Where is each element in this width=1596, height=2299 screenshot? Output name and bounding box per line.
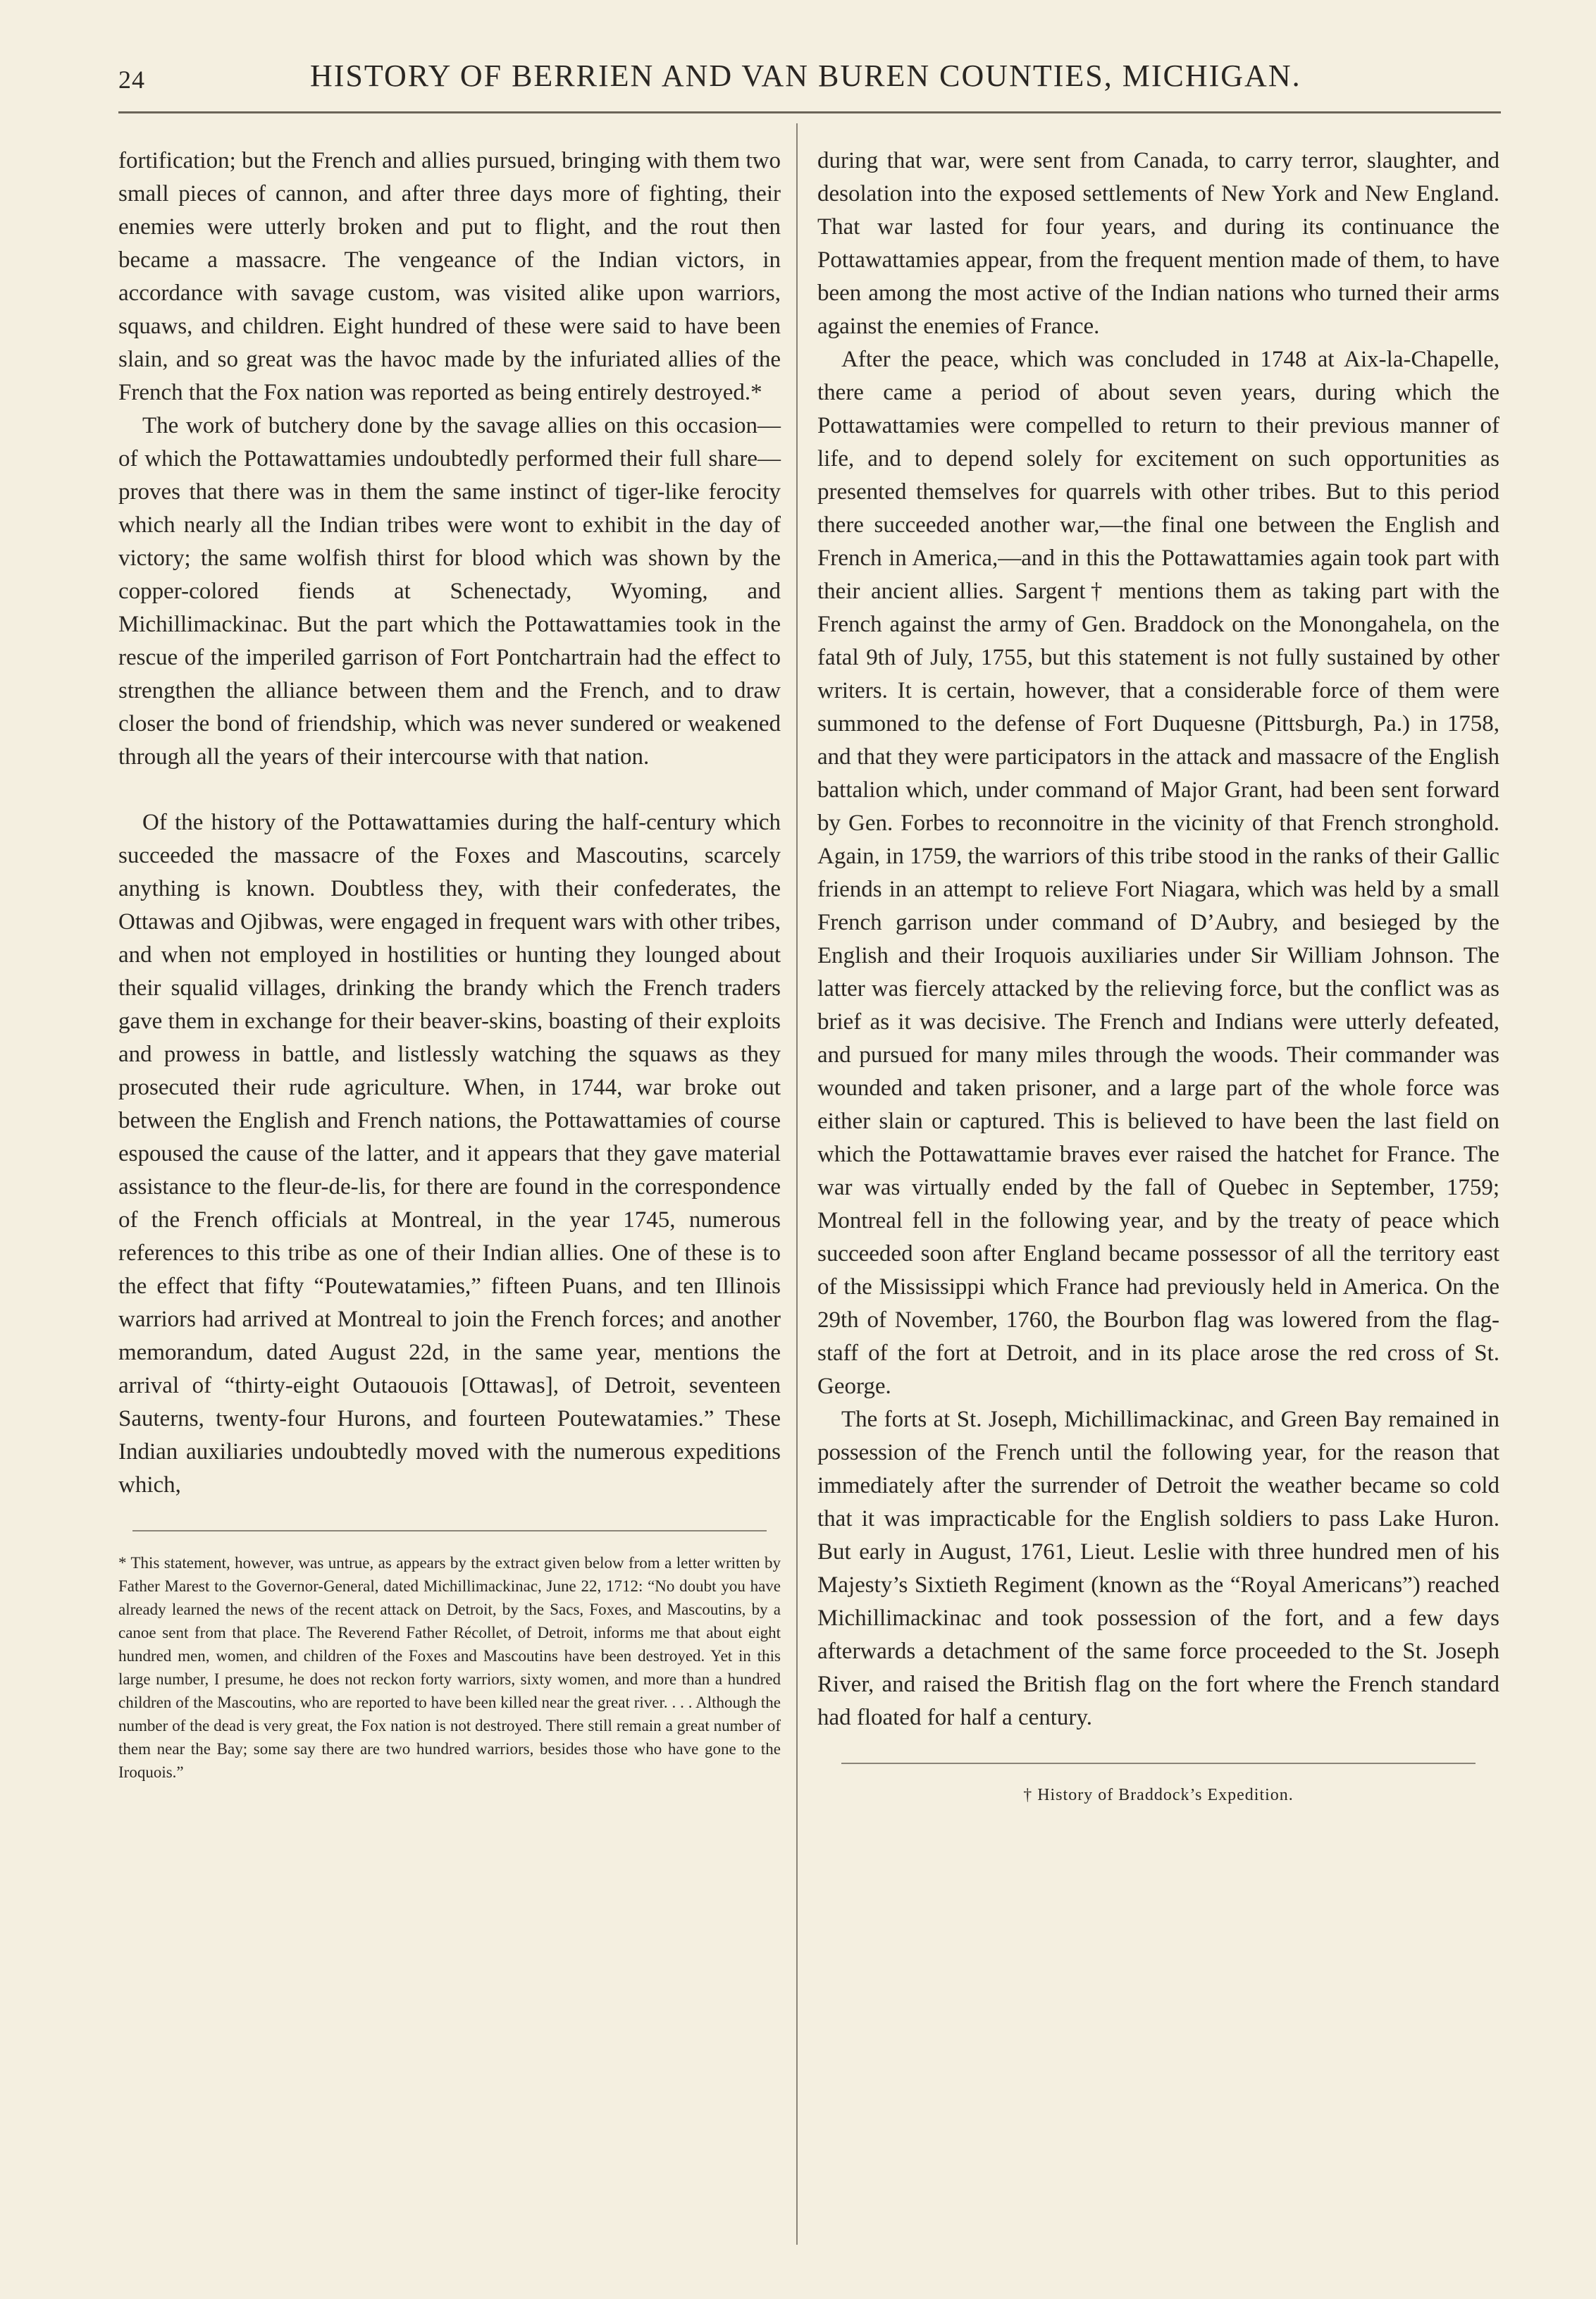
page-number: 24 — [118, 66, 145, 94]
left-paragraph-2: The work of butchery done by the savage allies on this occasion—of which the Pottawattamies undoubtedly performed their full share—proves that there was in them the same instinct of tiger-like ferocity which nearly all the Indian tribes were wont to exhibit in the day of victory; the same wolfish thirst for blood which was shown by the copper-colored fiends at Schenectady, Wyoming, and Michillimackinac. But the part which the Pottawattamies took in the rescue of the imperiled garrison of Fort Pontchartrain had the effect to strengthen the alliance between them and the French, and to draw closer the bond of friendship, which was never sundered or weakened through all the years of their intercourse with that nation. — [118, 413, 781, 770]
right-footnote-rule — [841, 1763, 1476, 1764]
left-paragraph-1: fortification; but the French and allies pursued, bringing with them two small pieces of cannon, and after three days more of fighting, their enemies were utterly broken and put to flight, and the rout then became a massacre. The vengeance of the Indian victors, in accordance with savage custom, was visited alike upon warriors, squaws, and children. Eight hundred of these were said to have been slain, and so great was the havoc made by the infuriated allies of the French that the Fox nation was reported as being entirely destroyed.* — [118, 148, 781, 405]
header-rule — [118, 111, 1501, 113]
right-footnote: † History of Braddock’s Expedition. — [1023, 1786, 1294, 1804]
left-footnote-rule — [132, 1530, 767, 1531]
running-title: HISTORY OF BERRIEN AND VAN BUREN COUNTIES, MICHIGAN. — [310, 58, 1301, 93]
left-paragraph-3: Of the history of the Pottawattamies during the half-century which succeeded the massacre of the Foxes and Mascoutins, scarcely anything is known. Doubtless they, with their confederates, the Ottawas and Ojibwas, were engaged in frequent wars with other tribes, and when not employed in hostilities or hunting they lounged about their squalid villages, drinking the brandy which the French traders gave them in exchange for their beaver-skins, boasting of their exploits and prowess in battle, and listlessly watching the squaws as they prosecuted their rude agriculture. When, in 1744, war broke out between the English and French nations, the Pottawattamies of course espoused the cause of the latter, and it appears that they gave material assistance to the fleur-de-lis, for there are found in the correspondence of the French officials at Montreal, in the year 1745, numerous references to this tribe as one of their Indian allies. One of these is to the effect that fifty “Poutewatamies,” fifteen Puans, and ten Illinois warriors had arrived at Montreal to join the French forces; and another memorandum, dated August 22d, in the same year, mentions the arrival of “thirty-eight Outaouois [Ottawas], of Detroit, seventeen Sauterns, twenty-four Hurons, and fourteen Poutewatamies.” These Indian auxiliaries undoubtedly moved with the numerous expeditions which, — [118, 810, 781, 1498]
right-paragraph-2: After the peace, which was concluded in 1748 at Aix-la-Chapelle, there came a period of about seven years, during which the Pottawattamies were compelled to return to their previous manner of life, and to depend solely for excitement on such opportunities as presented themselves for quarrels with other tribes. But to this period there succeeded another war,—the final one between the English and French in America,—and in this the Pottawattamies again took part with their ancient allies. Sargent† mentions them as taking part with the French against the army of Gen. Braddock on the Monongahela, on the fatal 9th of July, 1755, but this statement is not fully sustained by other writers. It is certain, however, that a considerable force of them were summoned to the defense of Fort Duquesne (Pittsburgh, Pa.) in 1758, and that they were participators in the attack and massacre of the English battalion which, under command of Major Grant, had been sent forward by Gen. Forbes to reconnoitre in the vicinity of that French stronghold. Again, in 1759, the warriors of this tribe stood in the ranks of their Gallic friends in an attempt to relieve Fort Niagara, which was held by a small French garrison under command of D’Aubry, and besieged by the English and their Iroquois auxiliaries under Sir William Johnson. The latter was fiercely attacked by the relieving force, but the conflict was as brief as it was decisive. The French and Indians were utterly defeated, and pursued for many miles through the woods. Their commander was wounded and taken prisoner, and a large part of the whole force was either slain or captured. This is believed to have been the last field on which the Pottawattamie braves ever raised the hatchet for France. The war was virtually ended by the fall of Quebec in September, 1759; Montreal fell in the following year, and by the treaty of peace which succeeded soon after England became possessor of all the territory east of the Mississippi which France had previously held in America. On the 29th of November, 1760, the Bourbon flag was lowered from the flag-staff of the fort at Detroit, and in its place arose the red cross of St. George. — [817, 347, 1499, 1399]
left-footnote: * This statement, however, was untrue, as appears by the extract given below from a letter written by Father Marest to the Governor-General, dated Michillimackinac, June 22, 1712: “No doubt you have already learned the news of the recent attack on Detroit, by the Sacs, Foxes, and Mascoutins, by a canoe sent from that place. The Reverend Father Récollet, of Detroit, informs me that about eight hundred men, women, and children of the Foxes and Mascoutins have been destroyed. Yet in this large number, I presume, he does not reckon forty warriors, sixty women, and more than a hundred children of the Mascoutins, who are reported to have been killed near the great river. . . . Although the number of the dead is very great, the Fox nation is not destroyed. There still remain a great number of them near the Bay; some say there are two hundred warriors, besides those who have gone to the Iroquois.” — [118, 1554, 781, 1781]
left-column — [118, 144, 781, 1784]
right-paragraph-1: during that war, were sent from Canada, to carry terror, slaughter, and desolation into the exposed settlements of New York and New England. That war lasted for four years, and during its continuance the Pottawattamies appear, from the frequent mention made of them, to have been among the most active of the Indian nations who turned their arms against the enemies of France. — [817, 148, 1499, 339]
right-column — [817, 144, 1499, 1807]
column-divider — [796, 123, 798, 2245]
right-paragraph-3: The forts at St. Joseph, Michillimackinac, and Green Bay remained in possession of the French until the following year, for the reason that immediately after the surrender of Detroit the weather became so cold that it was impracticable for the English soldiers to pass Lake Huron. But early in August, 1761, Lieut. Leslie with three hundred men of his Majesty’s Sixtieth Regiment (known as the “Royal Americans”) reached Michillimackinac and took possession of the fort, and a few days afterwards a detachment of the same force proceeded to the St. Joseph River, and raised the British flag on the fort where the French standard had floated for half a century. — [817, 1407, 1499, 1730]
